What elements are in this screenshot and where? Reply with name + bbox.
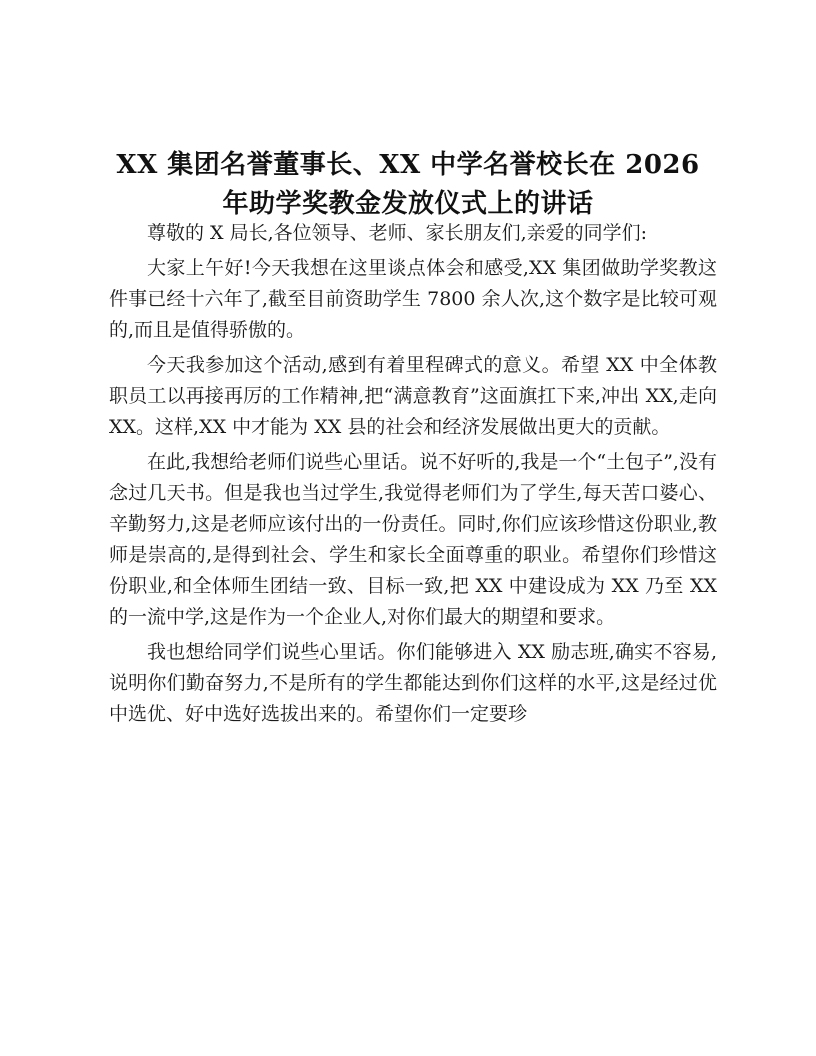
greeting-paragraph: 大家上午好!今天我想在这里谈点体会和感受,XX 集团做助学奖教这件事已经十六年了,截至目前资助学生 7800 余人次,这个数字是比较可观的,而且是值得骄傲的。 bbox=[109, 257, 717, 341]
title-line-2: 年助学奖教金发放仪式上的讲话 bbox=[222, 189, 594, 219]
salutation-paragraph: 尊敬的 X 局长,各位领导、老师、家长朋友们,亲爱的同学们: bbox=[147, 222, 648, 244]
teachers-paragraph: 在此,我想给老师们说些心里话。说不好听的,我是一个“土包子”,没有念过几天书。但是我也当过学生,我觉得老师们为了学生,每天苦口婆心、辛勤努力,这是老师应该付出的一份责任。同时,你们应该珍惜这份职业,教师是崇高的,是得到社会、学生和家长全面尊重的职业。希望你们珍惜这份职业,和全体师生团结一致、目标一致,把 XX 中建设成为 XX 乃至 XX 的一流中学,这是作为一个企业人,对你们最大的期望和要求。 bbox=[109, 451, 717, 628]
document-title bbox=[100, 146, 716, 224]
students-paragraph: 我也想给同学们说些心里话。你们能够进入 XX 励志班,确实不容易,说明你们勤奋努力,不是所有的学生都能达到你们这样的水平,这是经过优中选优、好中选好选拔出来的。希望你们一定要珍 bbox=[109, 641, 717, 725]
milestone-paragraph: 今天我参加这个活动,感到有着里程碑式的意义。希望 XX 中全体教职员工以再接再厉的工作精神,把“满意教育”这面旗扛下来,冲出 XX,走向 XX。这样,XX 中才能为 XX 县的社会和经济发展做出更大的贡献。 bbox=[109, 354, 717, 438]
document-body bbox=[109, 218, 717, 734]
title-line-1: XX 集团名誉董事长、XX 中学名誉校长在 2026 bbox=[116, 150, 700, 180]
